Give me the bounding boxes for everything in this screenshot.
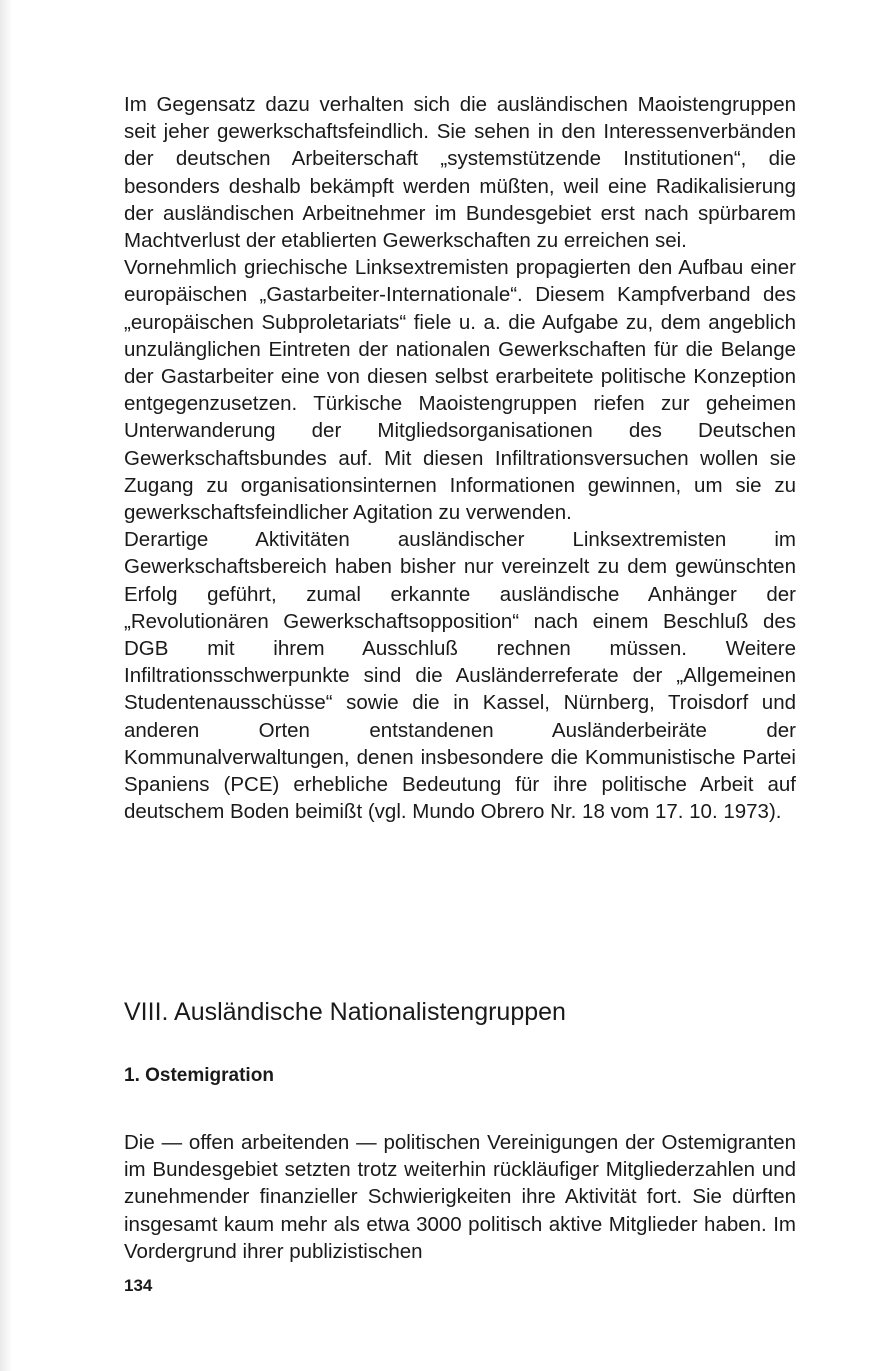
paragraph: Vornehmlich griechische Linksextremisten propagierten den Aufbau einer europäischen „Gastarbeiter-Internationale“. Diesem Kampfverband des „europäischen Subproletariats“ fiele u. a. die Aufgabe zu, dem angeblich unzulänglichen Eintreten der nationalen Gewerkschaften für die Belange der Gastarbeiter eine von diesen selbst erarbeitete politische Konzeption entgegenzusetzen. Türkische Maoistengruppen riefen zur geheimen Unterwanderung der Mitgliedsorganisationen des Deutschen Gewerkschaftsbundes auf. Mit diesen Infiltrationsversuchen wollen sie Zugang zu organisationsinternen Informationen gewinnen, um sie zu gewerkschaftsfeindlicher Agitation zu verwenden. <box>124 256 796 525</box>
body-text-top <box>124 91 796 825</box>
paragraph: Derartige Aktivitäten ausländischer Linksextremisten im Gewerkschaftsbereich haben bisher nur vereinzelt zu dem gewünschten Erfolg geführt, zumal erkannte ausländische Anhänger der „Revolutionären Gewerkschaftsopposition“ nach einem Beschluß des DGB mit ihrem Ausschluß rechnen müssen. Weitere Infiltrationsschwerpunkte sind die Ausländerreferate der „Allgemeinen Studentenausschüsse“ sowie die in Kassel, Nürnberg, Troisdorf und anderen Orten entstandenen Ausländerbeiräte der Kommunalverwaltungen, denen insbesondere die Kommunistische Partei Spaniens (PCE) erhebliche Bedeutung für ihre politische Arbeit auf deutschem Boden beimißt (vgl. Mundo Obrero Nr. 18 vom 17. 10. 1973). <box>124 528 796 824</box>
page-number: 134 <box>124 1276 153 1295</box>
section-title: 1. Ostemigration <box>124 1065 274 1086</box>
page-edge-shadow <box>0 0 12 1371</box>
paragraph: Im Gegensatz dazu verhalten sich die ausländischen Maoistengruppen seit jeher gewerkschaftsfeindlich. Sie sehen in den Interessenverbänden der deutschen Arbeiterschaft „systemstützende Institutionen“, die besonders deshalb bekämpft werden müßten, weil eine Radikalisierung der ausländischen Arbeitnehmer im Bundesgebiet erst nach spürbarem Machtverlust der etablierten Gewerkschaften zu erreichen sei. <box>124 93 796 253</box>
paragraph: Die — offen arbeitenden — politischen Vereinigungen der Ostemigranten im Bundesgebiet setzten trotz weiterhin rückläufiger Mitgliederzahlen und zunehmender finanzieller Schwierigkeiten ihre Aktivität fort. Sie dürften insgesamt kaum mehr als etwa 3000 politisch aktive Mitglieder haben. Im Vordergrund ihrer publizistischen <box>124 1131 796 1263</box>
chapter-title: VIII. Ausländische Nationalistengruppen <box>124 998 566 1026</box>
body-text-section <box>124 1129 796 1265</box>
